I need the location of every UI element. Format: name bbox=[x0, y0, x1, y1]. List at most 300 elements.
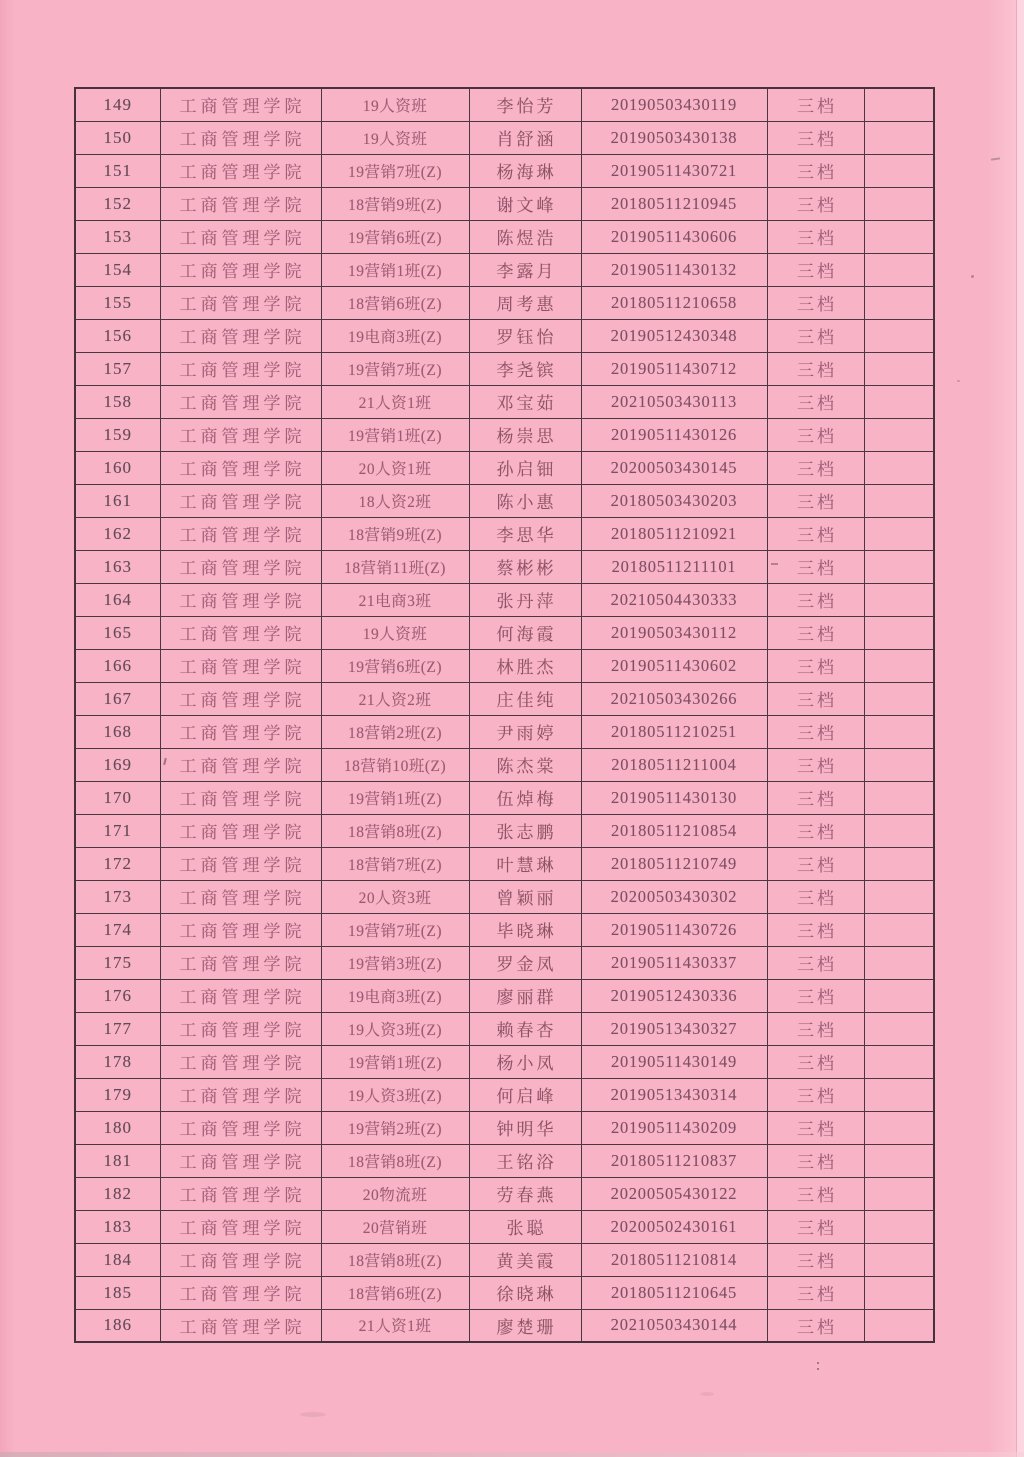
student-id-cell: 20190503430112 bbox=[581, 616, 767, 649]
college-cell: 工商管理学院 bbox=[160, 847, 321, 880]
college-cell: 工商管理学院 bbox=[160, 418, 321, 451]
college-cell: 工商管理学院 bbox=[160, 286, 321, 319]
class-cell: 19营销1班(Z) bbox=[321, 418, 469, 451]
student-id-cell: 20180511210658 bbox=[581, 286, 767, 319]
grade-cell: 三档 bbox=[767, 253, 864, 286]
table-row bbox=[75, 550, 934, 583]
scan-artifact bbox=[817, 1362, 819, 1364]
grade-cell: 三档 bbox=[767, 649, 864, 682]
row-number-cell: 165 bbox=[75, 616, 160, 649]
empty-cell bbox=[864, 748, 934, 781]
student-id-cell: 20180511210645 bbox=[581, 1276, 767, 1309]
table-row bbox=[75, 286, 934, 319]
student-name-cell: 周考惠 bbox=[469, 286, 581, 319]
college-cell: 工商管理学院 bbox=[160, 748, 321, 781]
student-name-cell: 蔡彬彬 bbox=[469, 550, 581, 583]
college-cell: 工商管理学院 bbox=[160, 682, 321, 715]
college-cell: 工商管理学院 bbox=[160, 1210, 321, 1243]
student-name-cell: 何海霞 bbox=[469, 616, 581, 649]
empty-cell bbox=[864, 682, 934, 715]
college-cell: 工商管理学院 bbox=[160, 946, 321, 979]
student-id-cell: 20190511430606 bbox=[581, 220, 767, 253]
empty-cell bbox=[864, 880, 934, 913]
class-cell: 18营销8班(Z) bbox=[321, 1144, 469, 1177]
student-id-cell: 20180511210837 bbox=[581, 1144, 767, 1177]
class-cell: 21人资2班 bbox=[321, 682, 469, 715]
student-id-cell: 20190511430132 bbox=[581, 253, 767, 286]
class-cell: 19营销6班(Z) bbox=[321, 649, 469, 682]
row-number-cell: 179 bbox=[75, 1078, 160, 1111]
class-cell: 19营销3班(Z) bbox=[321, 946, 469, 979]
empty-cell bbox=[864, 1111, 934, 1144]
empty-cell bbox=[864, 187, 934, 220]
empty-cell bbox=[864, 550, 934, 583]
college-cell: 工商管理学院 bbox=[160, 253, 321, 286]
student-id-cell: 20190511430337 bbox=[581, 946, 767, 979]
empty-cell bbox=[864, 1276, 934, 1309]
grade-cell: 三档 bbox=[767, 286, 864, 319]
grade-cell: 三档 bbox=[767, 583, 864, 616]
college-cell: 工商管理学院 bbox=[160, 1045, 321, 1078]
student-id-cell: 20190503430119 bbox=[581, 88, 767, 121]
empty-cell bbox=[864, 352, 934, 385]
scan-artifact bbox=[991, 157, 1000, 160]
grade-cell: 三档 bbox=[767, 781, 864, 814]
grade-cell: 三档 bbox=[767, 616, 864, 649]
college-cell: 工商管理学院 bbox=[160, 154, 321, 187]
college-cell: 工商管理学院 bbox=[160, 352, 321, 385]
empty-cell bbox=[864, 781, 934, 814]
grade-cell: 三档 bbox=[767, 319, 864, 352]
student-id-cell: 20190513430327 bbox=[581, 1012, 767, 1045]
scan-artifact bbox=[957, 380, 960, 382]
table-row bbox=[75, 418, 934, 451]
college-cell: 工商管理学院 bbox=[160, 649, 321, 682]
class-cell: 19人资3班(Z) bbox=[321, 1012, 469, 1045]
empty-cell bbox=[864, 1045, 934, 1078]
student-id-cell: 20190511430726 bbox=[581, 913, 767, 946]
row-number-cell: 169 bbox=[75, 748, 160, 781]
college-cell: 工商管理学院 bbox=[160, 583, 321, 616]
table-row bbox=[75, 979, 934, 1012]
table-row bbox=[75, 1078, 934, 1111]
row-number-cell: 164 bbox=[75, 583, 160, 616]
student-id-cell: 20190503430138 bbox=[581, 121, 767, 154]
grade-cell: 三档 bbox=[767, 1243, 864, 1276]
student-name-cell: 叶慧琳 bbox=[469, 847, 581, 880]
empty-cell bbox=[864, 451, 934, 484]
student-name-cell: 尹雨婷 bbox=[469, 715, 581, 748]
table-row bbox=[75, 484, 934, 517]
table-row bbox=[75, 121, 934, 154]
row-number-cell: 157 bbox=[75, 352, 160, 385]
student-name-cell: 黄美霞 bbox=[469, 1243, 581, 1276]
class-cell: 20物流班 bbox=[321, 1177, 469, 1210]
student-id-cell: 20200505430122 bbox=[581, 1177, 767, 1210]
student-name-cell: 杨崇思 bbox=[469, 418, 581, 451]
table-row bbox=[75, 88, 934, 121]
table-row bbox=[75, 682, 934, 715]
row-number-cell: 152 bbox=[75, 187, 160, 220]
empty-cell bbox=[864, 649, 934, 682]
student-name-cell: 罗钰怡 bbox=[469, 319, 581, 352]
class-cell: 20人资3班 bbox=[321, 880, 469, 913]
row-number-cell: 166 bbox=[75, 649, 160, 682]
table-row bbox=[75, 1177, 934, 1210]
college-cell: 工商管理学院 bbox=[160, 451, 321, 484]
class-cell: 19电商3班(Z) bbox=[321, 319, 469, 352]
college-cell: 工商管理学院 bbox=[160, 781, 321, 814]
row-number-cell: 167 bbox=[75, 682, 160, 715]
grade-cell: 三档 bbox=[767, 1012, 864, 1045]
table-row bbox=[75, 1309, 934, 1342]
empty-cell bbox=[864, 1144, 934, 1177]
table-row bbox=[75, 517, 934, 550]
row-number-cell: 185 bbox=[75, 1276, 160, 1309]
table-row bbox=[75, 220, 934, 253]
scan-artifact bbox=[971, 275, 974, 278]
grade-cell: 三档 bbox=[767, 682, 864, 715]
student-id-cell: 20180511211004 bbox=[581, 748, 767, 781]
row-number-cell: 168 bbox=[75, 715, 160, 748]
student-id-cell: 20190511430130 bbox=[581, 781, 767, 814]
empty-cell bbox=[864, 484, 934, 517]
empty-cell bbox=[864, 814, 934, 847]
college-cell: 工商管理学院 bbox=[160, 913, 321, 946]
class-cell: 19人资班 bbox=[321, 121, 469, 154]
class-cell: 18营销6班(Z) bbox=[321, 286, 469, 319]
class-cell: 19营销7班(Z) bbox=[321, 352, 469, 385]
table-row bbox=[75, 913, 934, 946]
class-cell: 19电商3班(Z) bbox=[321, 979, 469, 1012]
class-cell: 19营销6班(Z) bbox=[321, 220, 469, 253]
row-number-cell: 162 bbox=[75, 517, 160, 550]
row-number-cell: 154 bbox=[75, 253, 160, 286]
student-id-cell: 20190511430712 bbox=[581, 352, 767, 385]
empty-cell bbox=[864, 418, 934, 451]
grade-cell: 三档 bbox=[767, 1045, 864, 1078]
scanner-edge-right bbox=[1016, 0, 1024, 1457]
class-cell: 18营销7班(Z) bbox=[321, 847, 469, 880]
row-number-cell: 153 bbox=[75, 220, 160, 253]
table-row bbox=[75, 451, 934, 484]
college-cell: 工商管理学院 bbox=[160, 319, 321, 352]
table-row bbox=[75, 946, 934, 979]
empty-cell bbox=[864, 220, 934, 253]
table-row bbox=[75, 352, 934, 385]
grade-cell: 三档 bbox=[767, 1276, 864, 1309]
student-name-cell: 廖楚珊 bbox=[469, 1309, 581, 1342]
student-name-cell: 张聪 bbox=[469, 1210, 581, 1243]
class-cell: 19营销1班(Z) bbox=[321, 781, 469, 814]
student-id-cell: 20180511210749 bbox=[581, 847, 767, 880]
college-cell: 工商管理学院 bbox=[160, 1078, 321, 1111]
table-row bbox=[75, 1243, 934, 1276]
class-cell: 19人资班 bbox=[321, 88, 469, 121]
row-number-cell: 149 bbox=[75, 88, 160, 121]
student-name-cell: 劳春燕 bbox=[469, 1177, 581, 1210]
empty-cell bbox=[864, 517, 934, 550]
row-number-cell: 186 bbox=[75, 1309, 160, 1342]
empty-cell bbox=[864, 319, 934, 352]
college-cell: 工商管理学院 bbox=[160, 1276, 321, 1309]
student-id-cell: 20180511210921 bbox=[581, 517, 767, 550]
grade-cell: 三档 bbox=[767, 187, 864, 220]
class-cell: 19营销2班(Z) bbox=[321, 1111, 469, 1144]
grade-cell: 三档 bbox=[767, 220, 864, 253]
table-row bbox=[75, 1276, 934, 1309]
student-id-cell: 20180511210251 bbox=[581, 715, 767, 748]
row-number-cell: 163 bbox=[75, 550, 160, 583]
grade-cell: 三档 bbox=[767, 121, 864, 154]
grade-cell: 三档 bbox=[767, 385, 864, 418]
row-number-cell: 180 bbox=[75, 1111, 160, 1144]
table-row bbox=[75, 154, 934, 187]
scanner-edge-bottom bbox=[0, 1452, 1024, 1457]
class-cell: 18营销9班(Z) bbox=[321, 187, 469, 220]
student-name-cell: 张志鹏 bbox=[469, 814, 581, 847]
student-id-cell: 20190511430602 bbox=[581, 649, 767, 682]
college-cell: 工商管理学院 bbox=[160, 880, 321, 913]
empty-cell bbox=[864, 286, 934, 319]
class-cell: 18营销10班(Z) bbox=[321, 748, 469, 781]
grade-cell: 三档 bbox=[767, 1309, 864, 1342]
student-name-cell: 邓宝茹 bbox=[469, 385, 581, 418]
grade-cell: 三档 bbox=[767, 913, 864, 946]
college-cell: 工商管理学院 bbox=[160, 715, 321, 748]
student-id-cell: 20210503430144 bbox=[581, 1309, 767, 1342]
row-number-cell: 183 bbox=[75, 1210, 160, 1243]
college-cell: 工商管理学院 bbox=[160, 385, 321, 418]
grade-cell: 三档 bbox=[767, 946, 864, 979]
empty-cell bbox=[864, 979, 934, 1012]
student-name-cell: 谢文峰 bbox=[469, 187, 581, 220]
empty-cell bbox=[864, 847, 934, 880]
student-name-cell: 杨小凤 bbox=[469, 1045, 581, 1078]
row-number-cell: 184 bbox=[75, 1243, 160, 1276]
grade-cell: 三档 bbox=[767, 979, 864, 1012]
table-row bbox=[75, 649, 934, 682]
student-name-cell: 孙启钿 bbox=[469, 451, 581, 484]
grade-cell: 三档 bbox=[767, 847, 864, 880]
table-row bbox=[75, 781, 934, 814]
class-cell: 18人资2班 bbox=[321, 484, 469, 517]
class-cell: 18营销8班(Z) bbox=[321, 1243, 469, 1276]
student-name-cell: 罗金凤 bbox=[469, 946, 581, 979]
grade-cell: 三档 bbox=[767, 451, 864, 484]
table-row bbox=[75, 847, 934, 880]
student-name-cell: 林胜杰 bbox=[469, 649, 581, 682]
scan-artifact bbox=[300, 1412, 326, 1417]
table-row bbox=[75, 583, 934, 616]
class-cell: 21人资1班 bbox=[321, 1309, 469, 1342]
row-number-cell: 170 bbox=[75, 781, 160, 814]
student-id-cell: 20210503430113 bbox=[581, 385, 767, 418]
student-name-cell: 肖舒涵 bbox=[469, 121, 581, 154]
college-cell: 工商管理学院 bbox=[160, 1111, 321, 1144]
empty-cell bbox=[864, 1243, 934, 1276]
empty-cell bbox=[864, 88, 934, 121]
grade-cell: 三档 bbox=[767, 484, 864, 517]
row-number-cell: 177 bbox=[75, 1012, 160, 1045]
row-number-cell: 156 bbox=[75, 319, 160, 352]
grade-cell: 三档 bbox=[767, 1210, 864, 1243]
student-roster-table bbox=[74, 87, 935, 1343]
student-id-cell: 20210503430266 bbox=[581, 682, 767, 715]
grade-cell: 三档 bbox=[767, 1144, 864, 1177]
table-row bbox=[75, 715, 934, 748]
student-id-cell: 20180503430203 bbox=[581, 484, 767, 517]
student-id-cell: 20200503430145 bbox=[581, 451, 767, 484]
student-id-cell: 20180511210814 bbox=[581, 1243, 767, 1276]
row-number-cell: 176 bbox=[75, 979, 160, 1012]
table-row bbox=[75, 187, 934, 220]
table-row bbox=[75, 814, 934, 847]
row-number-cell: 155 bbox=[75, 286, 160, 319]
scan-artifact bbox=[700, 1392, 714, 1396]
class-cell: 18营销6班(Z) bbox=[321, 1276, 469, 1309]
student-name-cell: 张丹萍 bbox=[469, 583, 581, 616]
student-id-cell: 20200502430161 bbox=[581, 1210, 767, 1243]
table-row bbox=[75, 616, 934, 649]
student-name-cell: 毕晓琳 bbox=[469, 913, 581, 946]
class-cell: 21人资1班 bbox=[321, 385, 469, 418]
class-cell: 19营销7班(Z) bbox=[321, 154, 469, 187]
college-cell: 工商管理学院 bbox=[160, 1177, 321, 1210]
student-name-cell: 廖丽群 bbox=[469, 979, 581, 1012]
table-row bbox=[75, 1210, 934, 1243]
grade-cell: 三档 bbox=[767, 418, 864, 451]
college-cell: 工商管理学院 bbox=[160, 1309, 321, 1342]
grade-cell: 三档 bbox=[767, 814, 864, 847]
grade-cell: 三档 bbox=[767, 715, 864, 748]
empty-cell bbox=[864, 154, 934, 187]
table-row bbox=[75, 1144, 934, 1177]
student-name-cell: 李思华 bbox=[469, 517, 581, 550]
grade-cell: 三档 bbox=[767, 748, 864, 781]
row-number-cell: 160 bbox=[75, 451, 160, 484]
student-id-cell: 20180511210854 bbox=[581, 814, 767, 847]
grade-cell: 三档 bbox=[767, 88, 864, 121]
class-cell: 21电商3班 bbox=[321, 583, 469, 616]
row-number-cell: 171 bbox=[75, 814, 160, 847]
college-cell: 工商管理学院 bbox=[160, 1144, 321, 1177]
student-id-cell: 20210504430333 bbox=[581, 583, 767, 616]
empty-cell bbox=[864, 913, 934, 946]
class-cell: 20人资1班 bbox=[321, 451, 469, 484]
student-name-cell: 陈小惠 bbox=[469, 484, 581, 517]
empty-cell bbox=[864, 1210, 934, 1243]
empty-cell bbox=[864, 1078, 934, 1111]
student-name-cell: 陈煜浩 bbox=[469, 220, 581, 253]
table-row bbox=[75, 880, 934, 913]
class-cell: 18营销2班(Z) bbox=[321, 715, 469, 748]
empty-cell bbox=[864, 616, 934, 649]
grade-cell: 三档 bbox=[767, 1078, 864, 1111]
empty-cell bbox=[864, 1177, 934, 1210]
student-name-cell: 徐晓琳 bbox=[469, 1276, 581, 1309]
row-number-cell: 172 bbox=[75, 847, 160, 880]
grade-cell: 三档 bbox=[767, 154, 864, 187]
student-name-cell: 庄佳纯 bbox=[469, 682, 581, 715]
class-cell: 19人资班 bbox=[321, 616, 469, 649]
grade-cell: 三档 bbox=[767, 880, 864, 913]
college-cell: 工商管理学院 bbox=[160, 979, 321, 1012]
table-row bbox=[75, 319, 934, 352]
student-name-cell: 李露月 bbox=[469, 253, 581, 286]
table-row bbox=[75, 1111, 934, 1144]
college-cell: 工商管理学院 bbox=[160, 517, 321, 550]
student-id-cell: 20190513430314 bbox=[581, 1078, 767, 1111]
student-id-cell: 20190512430336 bbox=[581, 979, 767, 1012]
college-cell: 工商管理学院 bbox=[160, 1012, 321, 1045]
student-name-cell: 伍焯梅 bbox=[469, 781, 581, 814]
college-cell: 工商管理学院 bbox=[160, 121, 321, 154]
student-name-cell: 李尧镔 bbox=[469, 352, 581, 385]
table-row bbox=[75, 748, 934, 781]
college-cell: 工商管理学院 bbox=[160, 88, 321, 121]
class-cell: 18营销8班(Z) bbox=[321, 814, 469, 847]
college-cell: 工商管理学院 bbox=[160, 814, 321, 847]
roster-rows bbox=[75, 88, 934, 1342]
row-number-cell: 174 bbox=[75, 913, 160, 946]
college-cell: 工商管理学院 bbox=[160, 187, 321, 220]
student-id-cell: 20190511430149 bbox=[581, 1045, 767, 1078]
row-number-cell: 159 bbox=[75, 418, 160, 451]
class-cell: 19人资3班(Z) bbox=[321, 1078, 469, 1111]
row-number-cell: 150 bbox=[75, 121, 160, 154]
student-name-cell: 曾颖丽 bbox=[469, 880, 581, 913]
table-row bbox=[75, 1012, 934, 1045]
empty-cell bbox=[864, 583, 934, 616]
grade-cell: 三档 bbox=[767, 517, 864, 550]
table-row bbox=[75, 1045, 934, 1078]
table-row bbox=[75, 385, 934, 418]
college-cell: 工商管理学院 bbox=[160, 616, 321, 649]
student-name-cell: 陈杰棠 bbox=[469, 748, 581, 781]
grade-cell: 三档 bbox=[767, 1177, 864, 1210]
class-cell: 19营销7班(Z) bbox=[321, 913, 469, 946]
row-number-cell: 181 bbox=[75, 1144, 160, 1177]
college-cell: 工商管理学院 bbox=[160, 484, 321, 517]
class-cell: 18营销11班(Z) bbox=[321, 550, 469, 583]
student-id-cell: 20190511430126 bbox=[581, 418, 767, 451]
grade-cell: 三档 bbox=[767, 352, 864, 385]
student-id-cell: 20200503430302 bbox=[581, 880, 767, 913]
empty-cell bbox=[864, 715, 934, 748]
college-cell: 工商管理学院 bbox=[160, 1243, 321, 1276]
student-name-cell: 杨海琳 bbox=[469, 154, 581, 187]
student-name-cell: 钟明华 bbox=[469, 1111, 581, 1144]
grade-cell: 三档 bbox=[767, 1111, 864, 1144]
table-row bbox=[75, 253, 934, 286]
college-cell: 工商管理学院 bbox=[160, 550, 321, 583]
student-name-cell: 王铭浴 bbox=[469, 1144, 581, 1177]
student-name-cell: 何启峰 bbox=[469, 1078, 581, 1111]
student-name-cell: 李怡芳 bbox=[469, 88, 581, 121]
empty-cell bbox=[864, 1012, 934, 1045]
student-id-cell: 20190511430209 bbox=[581, 1111, 767, 1144]
student-name-cell: 赖春杏 bbox=[469, 1012, 581, 1045]
class-cell: 20营销班 bbox=[321, 1210, 469, 1243]
row-number-cell: 182 bbox=[75, 1177, 160, 1210]
class-cell: 18营销9班(Z) bbox=[321, 517, 469, 550]
empty-cell bbox=[864, 385, 934, 418]
row-number-cell: 158 bbox=[75, 385, 160, 418]
grade-cell: 三档 bbox=[767, 550, 864, 583]
class-cell: 19营销1班(Z) bbox=[321, 253, 469, 286]
college-cell: 工商管理学院 bbox=[160, 220, 321, 253]
